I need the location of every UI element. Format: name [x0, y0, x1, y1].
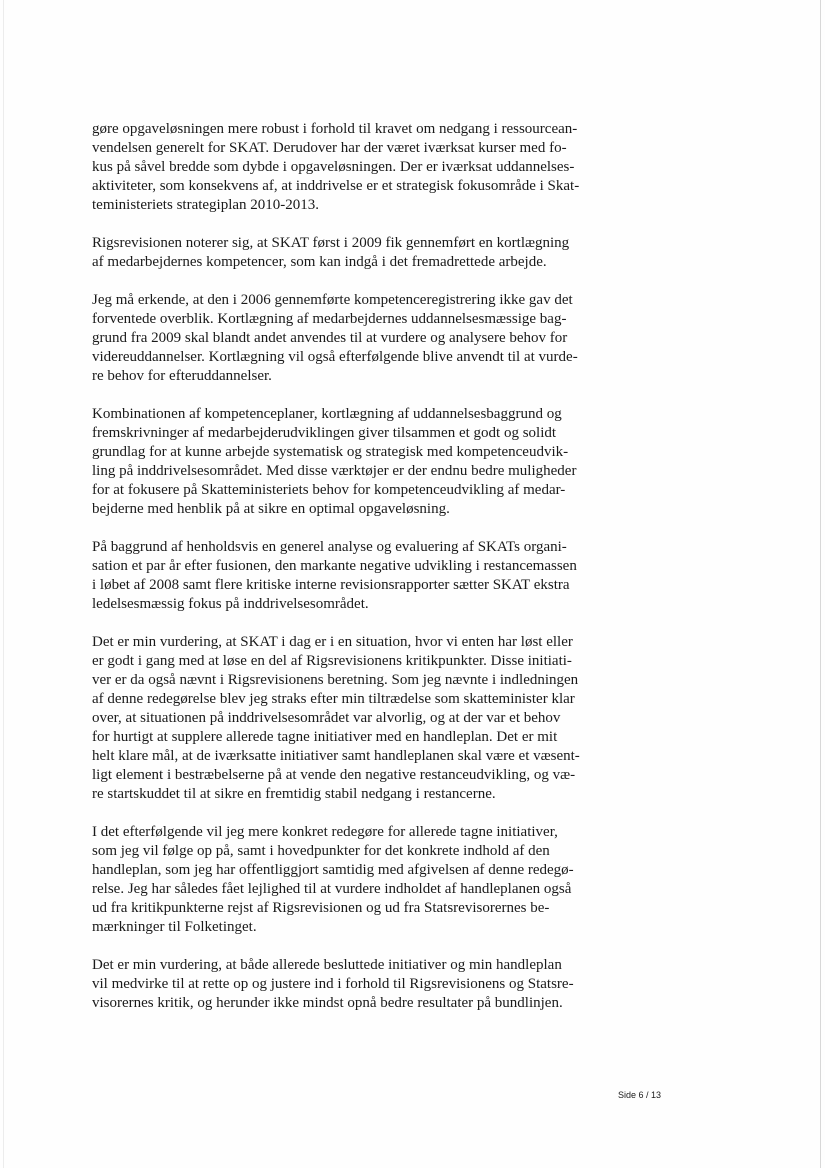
paragraph-8: Det er min vurdering, at både allerede besluttede initiativer og min handleplan vil medvirke til at rette op og justere ind i forhold til Rigsrevisionens og Statsre- visorernes kritik, og herunder ikke mindst opnå bedre resultater på bundlinjen. — [92, 957, 574, 1011]
paragraph-2: Rigsrevisionen noterer sig, at SKAT først i 2009 fik gennemført en kortlægning af medarbejdernes kompetencer, som kan indgå i det fremadrettede arbejde. — [92, 235, 570, 270]
paragraph-3: Jeg må erkende, at den i 2006 gennemførte kompetenceregistrering ikke gav det forventede overblik. Kortlægning af medarbejdernes uddannelsesmæssige bag- grund fra 2009 skal blandt andet anvendes til at vurdere og analysere behov for videreuddannelser. Kortlægning vil også efterfølgende blive anvendt til at vurde- re behov for efteruddannelser. — [92, 292, 578, 384]
document-body — [92, 120, 612, 1032]
paragraph-1: gøre opgaveløsningen mere robust i forhold til kravet om nedgang i ressourcean- vendelsen generelt for SKAT. Derudover har der været iværksat kurser med fo- kus på såvel bredde som dybde i opgaveløsningen. Der er iværksat uddannelses- aktiviteter, som konsekvens af, at inddrivelse er et strategisk fokusområde i Skat- teministeriets strategiplan 2010-2013. — [92, 121, 580, 213]
paragraph-6: Det er min vurdering, at SKAT i dag er i en situation, hvor vi enten har løst eller er godt i gang med at løse en del af Rigsrevisionens kritikpunkter. Disse initiati- ver er da også nævnt i Rigsrevisionens beretning. Som jeg nævnte i indledningen af denne redegørelse blev jeg straks efter min tiltrædelse som skatteminister klar over, at situationen på inddrivelsesområdet var alvorlig, og at der var et behov for hurtigt at supplere allerede tagne initiativer med en handleplan. Det er mit helt klare mål, at de iværksatte initiativer samt handleplanen skal være et væsent- ligt element i bestræbelserne på at vende den negative restanceudvikling, og væ- re startskuddet til at sikre en fremtidig stabil nedgang i restancerne. — [92, 634, 580, 802]
paragraph-4: Kombinationen af kompetenceplaner, kortlægning af uddannelsesbaggrund og fremskrivninger af medarbejderudviklingen giver tilsammen et godt og solidt grundlag for at kunne arbejde systematisk og strategisk med kompetenceudvik- ling på inddrivelsesområdet. Med disse værktøjer er der endnu bedre muligheder for at fokusere på Skatteministeriets behov for kompetenceudvikling af medar- bejderne med henblik på at sikre en optimal opgaveløsning. — [92, 406, 577, 517]
paragraph-7: I det efterfølgende vil jeg mere konkret redegøre for allerede tagne initiativer, som jeg vil følge op på, samt i hovedpunkter for det konkrete indhold af den handleplan, som jeg har offentliggjort samtidig med afgivelsen af denne redegø- relse. Jeg har således fået lejlighed til at vurdere indholdet af handleplanen også ud fra kritikpunkterne rejst af Rigsrevisionen og ud fra Statsrevisorernes be- mærkninger til Folketinget. — [92, 824, 574, 935]
page-number: Side 6 / 13 — [618, 1090, 662, 1100]
scan-edge-right — [820, 0, 821, 1168]
paragraph-5: På baggrund af henholdsvis en generel analyse og evaluering af SKATs organi- sation et par år efter fusionen, den markante negative udvikling i restancemassen i løbet af 2008 samt flere kritiske interne revisionsrapporter sætter SKAT ekstra ledelsesmæssig fokus på inddrivelsesområdet. — [92, 539, 577, 612]
scan-edge-left — [3, 0, 4, 1168]
